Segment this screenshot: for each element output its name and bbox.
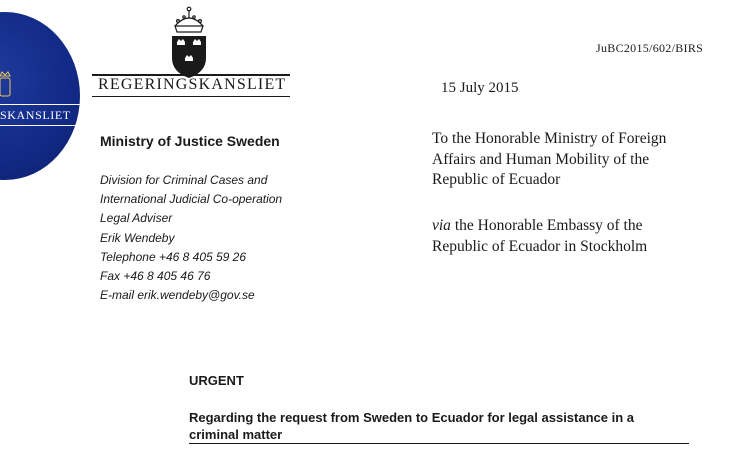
subject-line-2: criminal matter <box>189 427 283 442</box>
sender-contact-block <box>100 171 282 305</box>
sender-division-line-1: Division for Criminal Cases and <box>100 173 268 187</box>
subject-heading <box>189 409 689 443</box>
seal-text: SKANSLIET <box>0 108 71 122</box>
recipient-line-3: Republic of Ecuador <box>432 171 561 188</box>
seal-rule-bottom <box>0 125 80 126</box>
via-line-1-rest: the Honorable Embassy of the <box>450 217 643 234</box>
sender-email: E-mail erik.wendeby@gov.se <box>100 288 255 303</box>
ministry-name: Ministry of Justice Sweden <box>100 133 280 149</box>
seal-rule-top <box>0 104 80 105</box>
recipient-line-2: Affairs and Human Mobility of the <box>432 150 650 168</box>
sender-title: Legal Adviser <box>100 211 173 226</box>
recipient-block <box>432 129 666 191</box>
sender-fax: Fax +46 8 405 46 76 <box>100 269 211 284</box>
crown-icon <box>0 70 12 100</box>
via-word: via <box>432 217 451 234</box>
urgent-label: URGENT <box>189 373 244 388</box>
government-seal <box>0 12 80 180</box>
agency-rule-bottom <box>92 96 290 97</box>
sender-telephone: Telephone +46 8 405 59 26 <box>100 249 247 264</box>
subject-line-1: Regarding the request from Sweden to Ecuador for legal assistance in a <box>189 410 634 425</box>
subject-underline <box>189 443 689 444</box>
recipient-line-1: To the Honorable Ministry of Foreign <box>432 130 667 147</box>
sender-name: Erik Wendeby <box>100 230 175 245</box>
reference-number: JuBC2015/602/BIRS <box>596 41 704 55</box>
via-line-2: Republic of Ecuador in Stockholm <box>432 237 648 255</box>
via-block <box>432 216 647 257</box>
agency-name: REGERINGSKANSLIET <box>98 76 287 93</box>
via-line-1 <box>432 216 647 237</box>
swedish-three-crowns-emblem-icon <box>166 6 212 80</box>
letter-date: 15 July 2015 <box>441 80 519 96</box>
sender-division-line-2: International Judicial Co-operation <box>100 192 283 207</box>
